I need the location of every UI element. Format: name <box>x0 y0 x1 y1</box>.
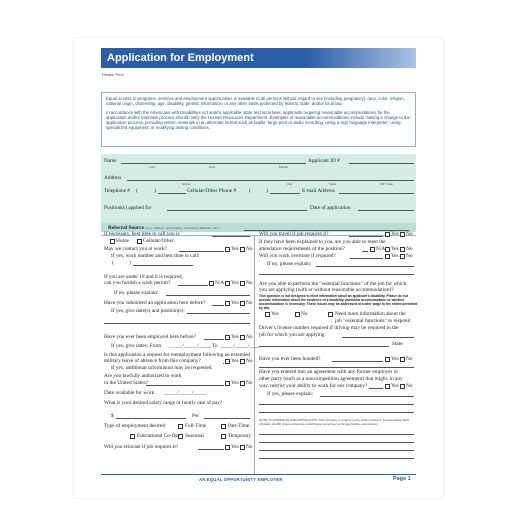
employed-dates-from-label: If yes, give dates: From <box>111 343 162 349</box>
no-label: No <box>246 380 253 386</box>
address-label: Address <box>104 175 122 181</box>
email-label: E-mail Address <box>302 188 335 194</box>
middle-sublabel: Middle <box>279 165 289 169</box>
temporary-checkbox[interactable] <box>221 434 226 439</box>
need-more-info-checkbox[interactable] <box>328 312 333 317</box>
per-label: Per <box>192 413 200 419</box>
attendance-question-1: If they have been explained to you, are you able to meet the <box>259 239 386 245</box>
noncompete-explain-field-3[interactable] <box>259 412 414 413</box>
license-question-2: job for which you are applying: <box>259 332 326 338</box>
footer-rule <box>101 474 416 475</box>
seasonal-label: Seasonal <box>185 433 204 439</box>
eeo-paragraph: Equal access to programs, services and employment opportunities is available to all persons without regard to sex (including pregnancy), race, color, religion, national origin, citizenship, age, disability, genetic information, or any other basis protected by federal, state, and/or local law. <box>106 96 405 107</box>
equal-opportunity-footer: AN EQUAL OPPORTUNITY EMPLOYER <box>199 477 283 482</box>
zip-sublabel: ZIP Code <box>380 182 394 186</box>
exemptions-field-1[interactable] <box>259 434 414 435</box>
applicant-id-field[interactable] <box>349 163 414 164</box>
best-time-label: If necessary, best time to call you is <box>104 231 180 237</box>
lawful-yes-checkbox[interactable] <box>225 381 230 386</box>
dollar-sign: $ <box>111 413 114 419</box>
exemptions-field-2[interactable] <box>259 442 414 443</box>
please-print-note: Please Print <box>102 72 124 77</box>
employed-yes-checkbox[interactable] <box>225 335 230 340</box>
overtime-explain-field[interactable] <box>316 266 414 267</box>
license-question-1: Driver's license number required if driving may be required in the <box>259 325 399 331</box>
rhode-island-note: NOTE TO RHODE ISLAND APPLICANTS: This company is subject to the state's workers' compensation laws (Chapter 29-38) unless otherwise noted below (employer to list applicable exemptions). <box>259 418 410 426</box>
yes-label: Yes <box>391 253 399 259</box>
work-permit-yes-checkbox[interactable] <box>225 281 230 286</box>
yes-label: Yes <box>231 444 239 450</box>
name-label: Name <box>104 158 117 164</box>
essential-yes-checkbox[interactable] <box>265 312 270 317</box>
relocate-no-checkbox[interactable] <box>240 445 245 450</box>
title-gradient <box>306 48 416 68</box>
reemployment-no-checkbox[interactable] <box>240 359 245 364</box>
yes-label: Yes <box>231 246 239 252</box>
salary-per-field[interactable] <box>204 418 250 419</box>
cellular-other-label: Cellular/Other <box>143 238 174 244</box>
essential-functions-question-1: Are you able to perform the "essential functions" of the job for which <box>259 281 407 287</box>
travel-question: Will you travel if job requires it? <box>259 231 329 237</box>
page-number: Page 1 <box>393 476 411 482</box>
employed-before-question: Have you ever been employed here before? <box>104 334 197 340</box>
exemptions-field-4[interactable] <box>259 458 414 459</box>
ada-disclaimer: This question is not designed to elicit information about an applicant's disability. Please do not provide information about the existence of a disability, particular accommodation or whether accommodation is necessary. These issues may be addressed at a later stage to the extent permitted by law. <box>259 294 418 310</box>
salary-question: What is your desired salary range or hourly rate of pay? <box>104 400 223 406</box>
exemptions-field-3[interactable] <box>259 450 414 451</box>
date-app-label: Date of application <box>310 205 351 211</box>
reemployment-note: If yes, additional information may be requested. <box>111 365 213 371</box>
date-available-label: Date available for work <box>104 390 155 396</box>
relocate-yes-checkbox[interactable] <box>225 445 230 450</box>
noncompete-explain-field[interactable] <box>320 396 414 397</box>
na-label: N/A <box>215 280 225 286</box>
part-time-checkbox[interactable] <box>221 424 226 429</box>
if-yes-work-number: If yes, work number and best time to call: <box>111 253 200 259</box>
work-permit-no-checkbox[interactable] <box>240 281 245 286</box>
reemployment-yes-checkbox[interactable] <box>225 359 230 364</box>
submitted-dates-field-2[interactable] <box>104 323 250 324</box>
ada-paragraph: In accordance with the Americans with Disabilities Act and/or applicable state and local laws, applicants requiring reasonable accommodations for the application and/or interview process should notify the Human Resources Department. Examples of reasonable accommodations include making a change to the application process; providing written materials in an alternate format such as braille, large print or audio recording; using a sign language interpreter; using specialized equipment; or modifying testing conditions. <box>106 109 411 131</box>
bonded-yes-checkbox[interactable] <box>385 357 390 362</box>
contact-work-yes-checkbox[interactable] <box>225 247 230 252</box>
email-field[interactable] <box>339 193 414 194</box>
full-time-checkbox[interactable] <box>178 424 183 429</box>
relocate-question: Will you relocate if job requires it? <box>104 444 179 450</box>
work-permit-question: can you furnish a work permit? <box>104 280 171 286</box>
attendance-yes-checkbox[interactable] <box>385 247 390 252</box>
work-permit-explain-label: If no, please explain: <box>114 290 159 296</box>
lawful-no-checkbox[interactable] <box>240 381 245 386</box>
city-sublabel: City <box>287 182 293 186</box>
essential-functions-question-2: you are applying (with or without reasonable accommodation)? <box>259 287 394 293</box>
no-label: No <box>301 311 308 317</box>
employment-type-label: Type of employment desired: <box>104 423 167 429</box>
essential-functions-respond: job "essential functions" to respond <box>335 318 411 324</box>
salary-field[interactable] <box>116 418 186 419</box>
home-checkbox[interactable] <box>110 239 115 244</box>
lawful-question-2: in the United States? <box>104 380 148 386</box>
contact-work-question: May we contact you at work? <box>104 246 167 252</box>
yes-label: Yes <box>231 280 239 286</box>
yes-label: Yes <box>231 334 239 340</box>
attendance-na-checkbox[interactable] <box>370 247 375 252</box>
under-18-question: If you are under 18 and it is required, <box>104 274 183 280</box>
license-field-2[interactable] <box>259 346 389 347</box>
full-time-label: Full-Time <box>185 423 207 429</box>
applicant-id-label: Applicant ID # <box>308 158 340 164</box>
yes-label: Yes <box>231 358 239 364</box>
yes-label: Yes <box>231 300 239 306</box>
travel-no-checkbox[interactable] <box>400 232 405 237</box>
seasonal-checkbox[interactable] <box>178 434 183 439</box>
coop-label: Educational Co-Op <box>137 433 179 439</box>
license-number-field[interactable] <box>342 337 414 338</box>
no-label: No <box>246 300 253 306</box>
eeo-notice-box <box>101 92 416 147</box>
employed-dates-to-label: To <box>212 343 218 349</box>
form-title-bar <box>101 48 416 68</box>
temporary-label: Temporary <box>228 433 252 439</box>
no-label: No <box>246 334 253 340</box>
noncompete-no-checkbox[interactable] <box>400 384 405 389</box>
submitted-dates-field[interactable] <box>187 313 250 314</box>
need-more-info-label: Need more information about the <box>335 311 406 317</box>
reemployment-question-2: military leave of absence from this company? <box>104 358 201 364</box>
telephone-label: Telephone # <box>104 188 130 194</box>
state-sublabel: State <box>329 182 337 186</box>
contact-work-no-checkbox[interactable] <box>240 247 245 252</box>
yes-label: Yes <box>391 246 399 252</box>
noncompete-explain-field-2[interactable] <box>259 404 414 405</box>
attendance-no-checkbox[interactable] <box>400 247 405 252</box>
address-field[interactable] <box>127 180 414 181</box>
work-number-field[interactable] <box>133 265 193 266</box>
no-label: No <box>406 246 413 252</box>
no-label: No <box>246 358 253 364</box>
first-sublabel: First <box>209 165 216 169</box>
no-label: No <box>406 253 413 259</box>
no-label: No <box>406 231 413 237</box>
essential-no-checkbox[interactable] <box>295 312 300 317</box>
yes-label: Yes <box>271 311 279 317</box>
no-label: No <box>406 383 413 389</box>
yes-label: Yes <box>391 383 399 389</box>
no-label: No <box>246 246 253 252</box>
referral-hint: (e.g., Walk-in, Job Posting, Company's Website, etc.) <box>146 226 219 230</box>
travel-yes-checkbox[interactable] <box>385 232 390 237</box>
employed-no-checkbox[interactable] <box>240 335 245 340</box>
overtime-question: Will you work overtime if required? <box>259 253 336 259</box>
column-divider <box>254 236 255 474</box>
lawful-question-1: Are you lawfully authorized to work <box>104 373 182 379</box>
no-label: No <box>246 280 253 286</box>
bonded-no-checkbox[interactable] <box>400 357 405 362</box>
noncompete-explain-label: If yes, please explain: <box>267 391 314 397</box>
street-sublabel: Street <box>182 182 191 186</box>
cellular-field[interactable] <box>270 193 300 194</box>
name-field[interactable] <box>121 163 306 164</box>
submitted-before-question: Have you submitted an application here before? <box>104 300 206 306</box>
submitted-no-checkbox[interactable] <box>240 301 245 306</box>
bonded-question: Have you ever been bonded? <box>259 356 321 362</box>
coop-checkbox[interactable] <box>130 434 135 439</box>
application-form-page: Application for Employment Please Print Equal access to programs, services and employment opportunities is available to all persons without regard to sex (including pregnancy), race, color, religion, national origin, citizenship, age, disability, genetic information, or any other basis protected by federal, state, and/or local law. In accordance with the Americans with Disabilities Act and/or applicable state and local laws, applicants requiring reasonable accommodations for the application and/or interview process should notify the Human Resources Department. Examples of reasonable accommodations include making a change to the application process; providing written materials in an alternate format such as braille, large print or audio recording; using a sign language interpreter; using specialized equipment; or modifying testing conditions. Name Applicant ID # Last First Middle Address Street City State ZIP Code Telephone # ( ) Cellular/Other Phone # ( ) E-mail Address Position(s) applied for Date of application Referral Source (e.g., Walk-in, Job Posting, Company's Website, etc.) If necessary, best time to call you is Home Cellular/Other May we contact you at work? Yes No If yes, work number and best time to call: ( ) If you are under 18 and it is required, can you furnish a work permit? N/A Yes No If no, please explain: Have you submitted an application here before? Yes No If yes, give date(s) and position(s): Have you ever been employed here before? Yes No If yes, give dates: From _____/_____/_____ To _____/_____/____ Is this application a request for reemployment following an extended military leave of absence from this company? Yes No If yes, additional information may be requested. Are you lawfully authorized to work in the United States? Yes No Date available for work _____/_____/_____ What is your desired salary range or hourly rate of pay? $ Per Type of employment desired: Full-Time Part-Time Educational Co-Op Seasonal Temporary Will you relocate if job requires it? Yes No Will you travel if job requires it? Yes No If they have been explained to you, are you able to meet the attendance requirements of the position? N/A Yes No Will you work overtime if required? Yes No If no, please explain: Are you able to perform the "essential functions" of the job for which you are applying (with or without reasonable accommodation)? This question is not designed to elicit information about an applicant's disability. Please do not provide information about the existence of a disability, particular accommodation or whether accommodation is necessary. These issues may be addressed at a later stage to the extent permitted by law. Yes No Need more information about the job "essential functions" to respond Driver's license number required if driving may be required in the job for which you are applying: State Have you ever been bonded? Yes No Have you entered into an agreement with any former employer or other party (such as a noncompetition agreement) that might, in any way, restrict your ability to work for our company? Yes No If yes, please explain: NOTE TO RHODE ISLAND APPLICANTS: This company is subject to the state's workers' compensation laws (Chapter 29-38) unless otherwise noted below (employer to list applicable exemptions). AN EQUAL OPPORTUNITY EMPLOYER Page 1 <box>74 38 443 498</box>
noncompete-question-2: other party (such as a noncompetition agreement) that might, in any <box>259 376 403 382</box>
best-time-field[interactable] <box>212 236 250 237</box>
work-permit-explain-field[interactable] <box>166 295 250 296</box>
yes-label: Yes <box>231 380 239 386</box>
license-state-label: State <box>392 341 403 347</box>
last-sublabel: Last <box>149 165 155 169</box>
reemployment-question-1: Is this application a request for reemployment following an extended <box>104 352 251 358</box>
date-app-field[interactable] <box>358 210 414 211</box>
yes-label: Yes <box>391 356 399 362</box>
overtime-explain-field-2[interactable] <box>259 274 414 275</box>
na-label: N/A <box>376 246 386 252</box>
home-label: Home <box>116 238 129 244</box>
overtime-no-checkbox[interactable] <box>400 254 405 259</box>
cellular-other-checkbox[interactable] <box>137 239 142 244</box>
telephone-field[interactable] <box>158 193 186 194</box>
date-available-field[interactable]: _____/_____/_____ <box>164 390 207 396</box>
part-time-label: Part-Time <box>228 423 250 429</box>
noncompete-yes-checkbox[interactable] <box>385 384 390 389</box>
overtime-explain-label: If no, please explain: <box>267 261 312 267</box>
referral-label: Referral Source <box>108 224 144 231</box>
no-label: No <box>246 444 253 450</box>
noncompete-question-1: Have you entered into an agreement with any former employer or <box>259 369 399 375</box>
work-permit-na-checkbox[interactable] <box>209 281 214 286</box>
noncompete-question-3: way, restrict your ability to work for our company? <box>259 383 368 389</box>
overtime-yes-checkbox[interactable] <box>385 254 390 259</box>
submitted-dates-label: If yes, give date(s) and position(s): <box>111 308 185 314</box>
submitted-yes-checkbox[interactable] <box>225 301 230 306</box>
position-label: Position(s) applied for <box>104 205 152 211</box>
cellular-label: Cellular/Other Phone # <box>187 188 237 194</box>
position-field[interactable] <box>167 210 307 211</box>
attendance-question-2: attendance requirements of the position? <box>259 246 345 252</box>
yes-label: Yes <box>391 231 399 237</box>
form-title: Application for Employment <box>107 52 254 64</box>
no-label: No <box>406 356 413 362</box>
